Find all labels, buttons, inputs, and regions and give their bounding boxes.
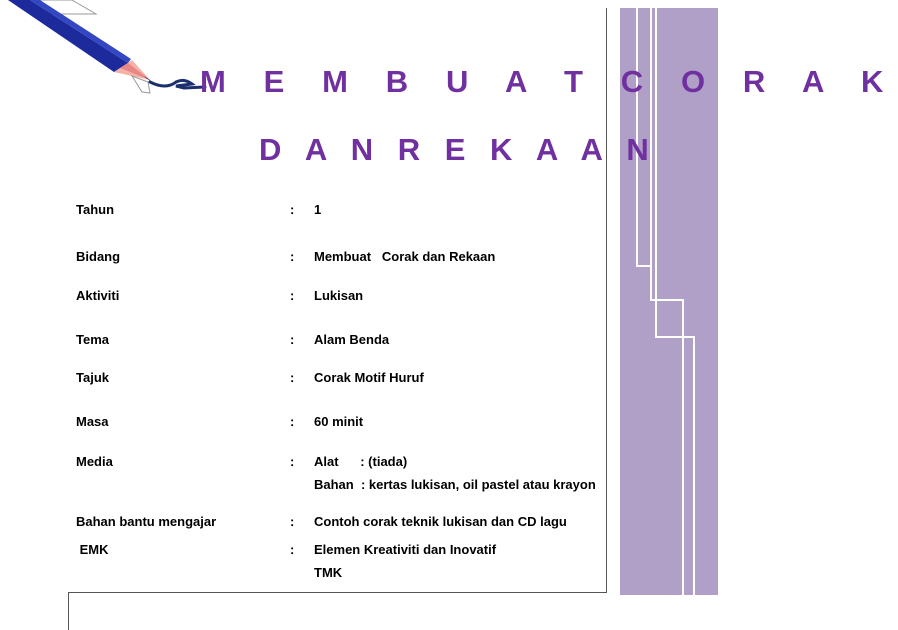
row-label: Media — [76, 454, 113, 469]
page-subtitle: D A N R E K A A N — [259, 132, 657, 167]
row-value: Elemen Kreativiti dan Inovatif — [314, 542, 497, 557]
row-colon: : — [290, 249, 295, 264]
row-value: Alat : (tiada) — [314, 454, 408, 469]
row-colon: : — [290, 454, 295, 469]
row-value: Alam Benda — [314, 332, 390, 347]
row-colon: : — [290, 332, 295, 347]
row-colon: : — [290, 370, 295, 385]
row-value: Contoh corak teknik lukisan dan CD lagu — [314, 514, 567, 529]
row-value: Lukisan — [314, 288, 364, 303]
row-label: Masa — [76, 414, 109, 429]
sidebar-line — [655, 8, 657, 338]
sidebar-line — [682, 299, 684, 595]
row-value: 1 — [314, 202, 322, 217]
row-label: EMK — [76, 542, 109, 557]
sidebar-line — [693, 336, 695, 595]
row-colon: : — [290, 414, 295, 429]
page-border — [68, 592, 69, 630]
row-value: Corak Motif Huruf — [314, 370, 424, 385]
row-value-line2: TMK — [314, 565, 343, 580]
row-label: Tahun — [76, 202, 115, 217]
pencil-icon — [0, 0, 215, 105]
sidebar-line — [655, 336, 695, 338]
row-value: 60 minit — [314, 414, 364, 429]
row-label: Tajuk — [76, 370, 109, 385]
row-label: Bahan bantu mengajar — [76, 514, 217, 529]
row-value: Membuat Corak dan Rekaan — [314, 249, 496, 264]
row-colon: : — [290, 514, 295, 529]
row-label: Tema — [76, 332, 109, 347]
page-title: M E M B U A T C O R A K — [200, 64, 898, 99]
row-colon: : — [290, 542, 295, 557]
row-label: Bidang — [76, 249, 121, 264]
sidebar-line — [636, 265, 650, 267]
row-value-line2: Bahan : kertas lukisan, oil pastel atau krayon — [314, 477, 596, 492]
page-border — [68, 592, 607, 593]
row-label: Aktiviti — [76, 288, 120, 303]
row-colon: : — [290, 202, 295, 217]
row-colon: : — [290, 288, 295, 303]
